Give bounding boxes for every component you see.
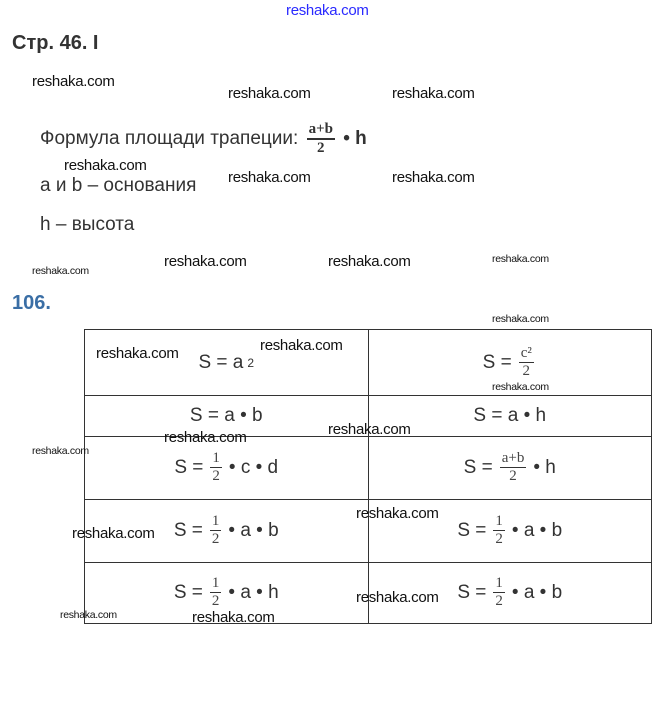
formula-text: S = — [173, 520, 203, 541]
fraction: $\frac{1}{2}$ — [495, 513, 503, 548]
fraction: $\frac{1}{2}$ — [211, 575, 220, 610]
page-title: Стр. 46. I — [12, 32, 99, 54]
watermark: reshaka.com — [32, 73, 115, 90]
formula-text: • h — [533, 457, 556, 478]
formula — [464, 451, 556, 484]
formula-text: • a • b — [511, 582, 563, 603]
watermark: reshaka.com — [164, 429, 247, 446]
formula-text: S = — [457, 582, 487, 603]
formula — [457, 514, 562, 547]
watermark: reshaka.com — [492, 381, 549, 393]
watermark: reshaka.com — [228, 85, 311, 102]
fraction: $\frac{a+b}{2}$ — [308, 121, 333, 156]
formula-text: S = a • h — [473, 405, 547, 426]
formula-tail: • h — [343, 128, 367, 150]
watermark: reshaka.com — [392, 169, 475, 186]
watermark: reshaka.com — [96, 345, 179, 362]
fraction: $\frac{1}{2}$ — [212, 450, 220, 485]
watermark: reshaka.com — [328, 253, 411, 270]
watermark: reshaka.com — [356, 505, 439, 522]
formula-text: S = — [463, 457, 493, 478]
formula-text: S = a — [198, 351, 244, 373]
formula-text: • a • b — [511, 520, 563, 541]
formula — [174, 576, 279, 609]
formula-text: S = a • b — [189, 405, 263, 426]
watermark: reshaka.com — [328, 421, 411, 438]
formula-label: Формула площади трапеции: — [40, 128, 299, 150]
watermark: reshaka.com — [392, 85, 475, 102]
formula — [174, 451, 278, 484]
exponent: 2 — [247, 355, 255, 370]
height-line: h – высота — [40, 214, 135, 235]
watermark: reshaka.com — [164, 253, 247, 270]
fraction: $\frac{1}{2}$ — [495, 575, 503, 610]
formula — [198, 352, 254, 374]
watermark: reshaka.com — [492, 253, 549, 265]
watermark: reshaka.com — [260, 337, 343, 354]
formula-text: S = — [457, 520, 487, 541]
site-link[interactable]: reshaka.com — [286, 2, 369, 19]
formula-text: • a • b — [228, 520, 279, 541]
formula-text: • c • d — [228, 457, 279, 478]
watermark: reshaka.com — [356, 589, 439, 606]
formula-text: • a • h — [228, 582, 279, 603]
bases-line: a и b – основания — [40, 175, 197, 196]
fraction: $\frac{\text{c²}}{2}$ — [520, 344, 532, 379]
watermark: reshaka.com — [192, 609, 275, 626]
formula — [457, 576, 562, 609]
formula-cell — [368, 437, 652, 500]
formula — [473, 405, 546, 427]
formula — [190, 405, 263, 427]
formula-text: S = — [174, 457, 204, 478]
fraction: $\frac{1}{2}$ — [211, 513, 220, 548]
watermark: reshaka.com — [64, 157, 147, 174]
watermark: reshaka.com — [60, 609, 117, 621]
formula-text: S = — [482, 351, 512, 373]
watermark: reshaka.com — [32, 445, 89, 457]
watermark: reshaka.com — [72, 525, 155, 542]
watermark: reshaka.com — [32, 265, 89, 277]
fraction: $\frac{a+b}{2}$ — [501, 450, 525, 485]
exercise-number: 106. — [12, 292, 51, 314]
formula — [174, 514, 279, 547]
watermark: reshaka.com — [228, 169, 311, 186]
table-row — [85, 330, 652, 396]
formulas-table — [84, 329, 652, 624]
formula-text: S = — [173, 582, 203, 603]
formula — [483, 346, 537, 379]
formula-line — [40, 122, 367, 156]
watermark: reshaka.com — [492, 313, 549, 325]
